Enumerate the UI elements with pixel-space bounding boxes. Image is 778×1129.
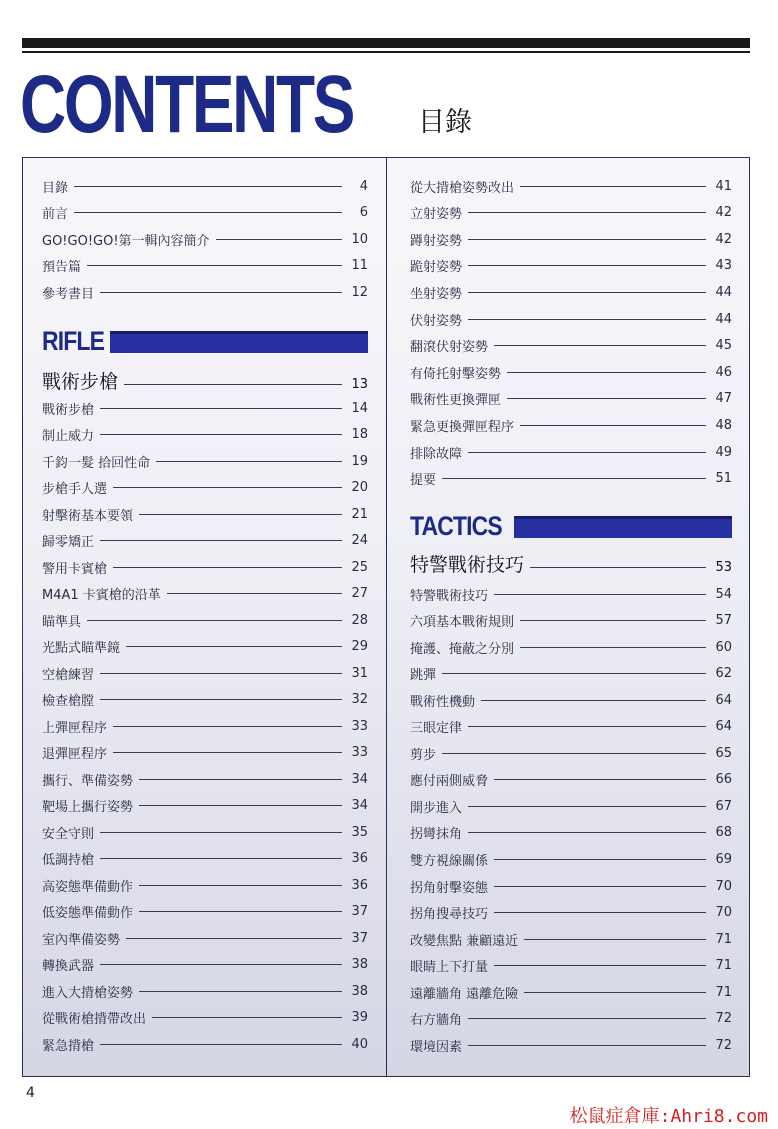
leader-line bbox=[494, 886, 706, 887]
toc-entry bbox=[42, 636, 368, 658]
toc-entry bbox=[410, 468, 732, 490]
toc-entry bbox=[410, 663, 732, 685]
entry-page: 42 bbox=[715, 205, 732, 221]
entry-page: 41 bbox=[715, 178, 732, 194]
leader-line bbox=[100, 699, 342, 700]
entry-page: 11 bbox=[351, 258, 368, 274]
entry-title: 伏射姿勢 bbox=[410, 313, 463, 329]
entry-title: 遠離牆角 遠離危險 bbox=[410, 986, 519, 1002]
entry-page: 64 bbox=[715, 692, 732, 708]
entry-page: 34 bbox=[351, 798, 368, 814]
entry-page: 62 bbox=[715, 666, 732, 682]
entry-title: 從戰術槍揹帶改出 bbox=[42, 1012, 147, 1028]
entry-page: 20 bbox=[351, 480, 368, 496]
leader-line bbox=[468, 1018, 706, 1019]
toc-entry bbox=[410, 1008, 732, 1030]
entry-title: 瞄準具 bbox=[42, 614, 82, 630]
entry-page: 64 bbox=[715, 719, 732, 735]
toc-entry bbox=[42, 901, 368, 923]
entry-page: 18 bbox=[351, 427, 368, 443]
entry-title: 緊急揹槍 bbox=[42, 1038, 95, 1054]
entry-title: 低姿態準備動作 bbox=[42, 906, 134, 922]
rifle-section-header bbox=[42, 327, 115, 355]
toc-entry bbox=[410, 849, 732, 871]
entry-page: 10 bbox=[351, 231, 368, 247]
leader-line bbox=[100, 292, 342, 293]
entry-page: 68 bbox=[715, 825, 732, 841]
entry-page: 37 bbox=[351, 930, 368, 946]
leader-line bbox=[100, 964, 342, 965]
entry-title: 開步進入 bbox=[410, 800, 463, 816]
entry-title: 戰術性機動 bbox=[410, 694, 476, 710]
toc-entry bbox=[410, 928, 732, 950]
leader-line bbox=[507, 372, 706, 373]
leader-line bbox=[74, 212, 342, 213]
toc-entry bbox=[410, 610, 732, 632]
toc-entry bbox=[42, 1007, 368, 1029]
entry-title: 應付兩側威脅 bbox=[410, 774, 489, 790]
leader-line bbox=[494, 859, 706, 860]
leader-line bbox=[156, 461, 342, 462]
leader-line bbox=[442, 478, 706, 479]
leader-line bbox=[520, 186, 706, 187]
entry-page: 6 bbox=[359, 205, 368, 221]
entry-title: 蹲射姿勢 bbox=[410, 233, 463, 249]
entry-page: 33 bbox=[351, 745, 368, 761]
leader-line bbox=[481, 700, 706, 701]
entry-page: 36 bbox=[351, 851, 368, 867]
entry-title: 戰術性更換彈匣 bbox=[410, 393, 502, 409]
entry-page: 37 bbox=[351, 904, 368, 920]
toc-entry bbox=[42, 556, 368, 578]
entry-title: 剪步 bbox=[410, 747, 437, 763]
toc-entry bbox=[410, 822, 732, 844]
leader-line bbox=[468, 832, 706, 833]
toc-entry bbox=[42, 228, 368, 250]
entry-title: 立射姿勢 bbox=[410, 207, 463, 223]
toc-entry bbox=[42, 795, 368, 817]
entry-page: 39 bbox=[351, 1010, 368, 1026]
toc-entry bbox=[42, 530, 368, 552]
leader-line bbox=[468, 265, 706, 266]
entry-page: 71 bbox=[715, 958, 732, 974]
entry-title: 提要 bbox=[410, 473, 437, 489]
entry-title: 三眼定律 bbox=[410, 721, 463, 737]
entry-page: 13 bbox=[351, 377, 368, 392]
page-subtitle: 目錄 bbox=[418, 107, 472, 138]
toc-entry bbox=[410, 742, 732, 764]
leader-line bbox=[468, 1045, 706, 1046]
entry-title: 改變焦點 兼顧遠近 bbox=[410, 933, 519, 949]
leader-line bbox=[100, 832, 342, 833]
entry-title: 歸零矯正 bbox=[42, 535, 95, 551]
section-bar bbox=[110, 331, 368, 353]
toc-entry bbox=[410, 902, 732, 924]
leader-line bbox=[468, 452, 706, 453]
toc-entry bbox=[42, 954, 368, 976]
entry-page: 45 bbox=[715, 338, 732, 354]
leader-line bbox=[100, 1044, 342, 1045]
leader-line bbox=[139, 991, 342, 992]
entry-page: 48 bbox=[715, 417, 732, 433]
toc-entry bbox=[410, 689, 732, 711]
leader-line bbox=[139, 779, 342, 780]
toc-entry bbox=[42, 742, 368, 764]
entry-title: 眼睛上下打量 bbox=[410, 960, 489, 976]
entry-title: 上彈匣程序 bbox=[42, 720, 108, 736]
leader-line bbox=[468, 319, 706, 320]
toc-entry bbox=[410, 175, 732, 197]
entry-title: 拐角射擊姿態 bbox=[410, 880, 489, 896]
section-bar bbox=[514, 516, 732, 538]
entry-title: 前言 bbox=[42, 207, 69, 223]
entry-title: 室內準備姿勢 bbox=[42, 932, 121, 948]
entry-page: 29 bbox=[351, 639, 368, 655]
toc-entry bbox=[410, 981, 732, 1003]
entry-title: 排除故障 bbox=[410, 446, 463, 462]
entry-title: 緊急更換彈匣程序 bbox=[410, 419, 515, 435]
entry-page: 66 bbox=[715, 772, 732, 788]
toc-entry bbox=[42, 397, 368, 419]
leader-line bbox=[113, 752, 342, 753]
entry-page: 70 bbox=[715, 905, 732, 921]
entry-page: 38 bbox=[351, 983, 368, 999]
entry-title: 六項基本戰術規則 bbox=[410, 615, 515, 631]
page-title: CONTENTS bbox=[20, 59, 354, 150]
entry-page: 72 bbox=[715, 1037, 732, 1053]
entry-page: 60 bbox=[715, 639, 732, 655]
leader-line bbox=[494, 779, 706, 780]
entry-title: 千鈞一髮 拾回性命 bbox=[42, 455, 151, 471]
entry-title: 步槍手人選 bbox=[42, 482, 108, 498]
leader-line bbox=[520, 620, 706, 621]
entry-page: 44 bbox=[715, 311, 732, 327]
toc-entry bbox=[410, 361, 732, 383]
toc-entry bbox=[42, 281, 368, 303]
entry-title: 退彈匣程序 bbox=[42, 747, 108, 763]
leader-line bbox=[468, 292, 706, 293]
entry-page: 19 bbox=[351, 453, 368, 469]
entry-title: 戰術步槍 bbox=[42, 402, 95, 418]
entry-title: 特警戰術技巧 bbox=[410, 588, 489, 604]
toc-entry bbox=[42, 980, 368, 1002]
entry-title: 拐彎抹角 bbox=[410, 827, 463, 843]
section-label: RIFLE bbox=[42, 325, 105, 356]
leader-line bbox=[494, 345, 706, 346]
toc-entry bbox=[42, 255, 368, 277]
entry-title: 雙方視線關係 bbox=[410, 854, 489, 869]
leader-line bbox=[139, 885, 342, 886]
toc-entry bbox=[42, 768, 368, 790]
entry-page: 71 bbox=[715, 931, 732, 947]
leader-line bbox=[100, 540, 342, 541]
entry-page: 43 bbox=[715, 258, 732, 274]
toc-entry bbox=[410, 308, 732, 330]
entry-page: 70 bbox=[715, 878, 732, 894]
entry-page: 35 bbox=[351, 824, 368, 840]
leader-line bbox=[139, 911, 342, 912]
leader-line bbox=[139, 514, 342, 515]
entry-title: 有倚托射擊姿勢 bbox=[410, 366, 502, 382]
leader-line bbox=[530, 567, 706, 568]
toc-entry bbox=[410, 769, 732, 791]
toc-entry bbox=[42, 927, 368, 949]
tactics-section-header bbox=[410, 512, 518, 540]
entry-page: 65 bbox=[715, 745, 732, 761]
leader-line bbox=[113, 567, 342, 568]
entry-page: 46 bbox=[715, 364, 732, 380]
toc-entry bbox=[410, 955, 732, 977]
entry-page: 31 bbox=[351, 665, 368, 681]
toc-entry bbox=[410, 281, 732, 303]
toc-entry bbox=[42, 662, 368, 684]
entry-title: 攜行、準備姿勢 bbox=[42, 773, 134, 789]
entry-title: 從大揹槍姿勢改出 bbox=[410, 180, 515, 196]
toc-entry bbox=[410, 228, 732, 250]
watermark: 松鼠症倉庫:Ahri8.com bbox=[569, 1106, 768, 1127]
entry-page: 69 bbox=[715, 852, 732, 867]
entry-page: 51 bbox=[715, 471, 732, 487]
leader-line bbox=[126, 646, 342, 647]
toc-entry bbox=[410, 441, 732, 463]
leader-line bbox=[74, 186, 342, 187]
leader-line bbox=[126, 938, 342, 939]
entry-title: 翻滾伏射姿勢 bbox=[410, 340, 489, 356]
toc-entry bbox=[42, 583, 368, 605]
entry-title: 跪射姿勢 bbox=[410, 260, 463, 276]
leader-line bbox=[524, 939, 706, 940]
leader-line bbox=[442, 753, 706, 754]
entry-title: 警用卡賓槍 bbox=[42, 561, 108, 577]
entry-title: 檢查槍膛 bbox=[42, 694, 95, 710]
entry-title: 目錄 bbox=[42, 180, 69, 196]
entry-title: 拐角搜尋技巧 bbox=[410, 907, 489, 923]
leader-line bbox=[507, 398, 706, 399]
toc-entry bbox=[42, 424, 368, 446]
entry-title: 進入大揹槍姿勢 bbox=[42, 985, 134, 1001]
entry-title: 安全守則 bbox=[42, 826, 95, 842]
leader-line bbox=[216, 239, 342, 240]
entry-page: 33 bbox=[351, 718, 368, 734]
leader-line bbox=[494, 965, 706, 966]
leader-line bbox=[139, 805, 342, 806]
leader-line bbox=[100, 434, 342, 435]
entry-page: 32 bbox=[351, 692, 368, 708]
toc-entry bbox=[42, 450, 368, 472]
toc-entry bbox=[410, 636, 732, 658]
section-main-entry bbox=[410, 549, 732, 577]
entry-title: 靶場上攜行姿勢 bbox=[42, 800, 134, 816]
entry-page: 42 bbox=[715, 231, 732, 247]
column-divider bbox=[386, 157, 387, 1077]
entry-title: 坐射姿勢 bbox=[410, 286, 463, 302]
section-label: TACTICS bbox=[410, 510, 502, 541]
leader-line bbox=[442, 673, 706, 674]
toc-entry bbox=[410, 388, 732, 410]
toc-entry bbox=[410, 335, 732, 357]
leader-line bbox=[113, 726, 342, 727]
entry-title: 制止威力 bbox=[42, 429, 95, 445]
entry-page: 47 bbox=[715, 391, 732, 407]
entry-title: 高姿態準備動作 bbox=[42, 879, 134, 895]
entry-page: 14 bbox=[351, 400, 368, 416]
entry-title: 射擊術基本要領 bbox=[42, 508, 134, 524]
leader-line bbox=[524, 992, 706, 993]
entry-page: 12 bbox=[351, 284, 368, 300]
leader-line bbox=[100, 673, 342, 674]
entry-title: GO!GO!GO!第一輯內容簡介 bbox=[42, 233, 210, 249]
entry-title: 參考書目 bbox=[42, 286, 95, 302]
leader-line bbox=[520, 647, 706, 648]
entry-page: 36 bbox=[351, 877, 368, 893]
toc-entry bbox=[410, 1034, 732, 1056]
leader-line bbox=[100, 408, 342, 409]
section-main-entry bbox=[42, 366, 368, 394]
toc-entry bbox=[42, 477, 368, 499]
entry-page: 38 bbox=[351, 957, 368, 973]
leader-line bbox=[468, 212, 706, 213]
entry-page: 72 bbox=[715, 1011, 732, 1027]
leader-line bbox=[124, 384, 342, 385]
toc-entry bbox=[42, 202, 368, 224]
entry-title: 跳彈 bbox=[410, 668, 437, 684]
entry-page: 67 bbox=[715, 798, 732, 814]
entry-page: 24 bbox=[351, 533, 368, 549]
entry-page: 44 bbox=[715, 284, 732, 300]
leader-line bbox=[494, 594, 706, 595]
entry-title: 光點式瞄準鏡 bbox=[42, 641, 121, 657]
toc-entry bbox=[42, 1033, 368, 1055]
leader-line bbox=[468, 239, 706, 240]
entry-title: M4A1 卡賓槍的沿革 bbox=[42, 588, 161, 604]
leader-line bbox=[87, 265, 342, 266]
entry-title: 戰術步槍 bbox=[42, 370, 119, 393]
leader-line bbox=[100, 858, 342, 859]
entry-page: 71 bbox=[715, 984, 732, 1000]
toc-entry bbox=[42, 609, 368, 631]
toc-entry bbox=[42, 503, 368, 525]
toc-entry bbox=[42, 715, 368, 737]
toc-entry bbox=[410, 255, 732, 277]
toc-entry bbox=[410, 716, 732, 738]
top-rule-thin bbox=[22, 51, 750, 53]
leader-line bbox=[468, 726, 706, 727]
top-rule bbox=[22, 38, 750, 48]
entry-title: 掩護、掩蔽之分別 bbox=[410, 641, 515, 657]
toc-entry bbox=[42, 874, 368, 896]
entry-title: 轉換武器 bbox=[42, 959, 95, 975]
entry-page: 28 bbox=[351, 612, 368, 628]
toc-entry bbox=[42, 848, 368, 870]
entry-page: 49 bbox=[715, 444, 732, 460]
entry-page: 34 bbox=[351, 771, 368, 787]
entry-page: 21 bbox=[351, 506, 368, 522]
leader-line bbox=[167, 593, 342, 594]
entry-page: 25 bbox=[351, 559, 368, 575]
entry-page: 40 bbox=[351, 1036, 368, 1052]
entry-title: 特警戰術技巧 bbox=[410, 553, 525, 576]
entry-page: 53 bbox=[715, 560, 732, 575]
entry-page: 54 bbox=[715, 586, 732, 602]
entry-title: 空槍練習 bbox=[42, 667, 95, 683]
toc-entry bbox=[410, 202, 732, 224]
leader-line bbox=[494, 912, 706, 913]
toc-entry bbox=[410, 795, 732, 817]
leader-line bbox=[152, 1017, 342, 1018]
leader-line bbox=[520, 425, 706, 426]
leader-line bbox=[113, 487, 342, 488]
toc-entry bbox=[42, 689, 368, 711]
entry-title: 環境因素 bbox=[410, 1039, 463, 1055]
entry-title: 預告篇 bbox=[42, 260, 82, 276]
entry-title: 右方牆角 bbox=[410, 1013, 463, 1029]
leader-line bbox=[468, 806, 706, 807]
entry-page: 4 bbox=[359, 178, 368, 194]
toc-entry bbox=[410, 875, 732, 897]
entry-page: 27 bbox=[351, 586, 368, 602]
toc-entry bbox=[42, 821, 368, 843]
toc-entry bbox=[410, 414, 732, 436]
entry-title: 低調持槍 bbox=[42, 853, 95, 869]
page-number: 4 bbox=[26, 1085, 35, 1101]
entry-page: 57 bbox=[715, 613, 732, 629]
toc-entry bbox=[410, 583, 732, 605]
leader-line bbox=[87, 620, 342, 621]
toc-entry bbox=[42, 175, 368, 197]
